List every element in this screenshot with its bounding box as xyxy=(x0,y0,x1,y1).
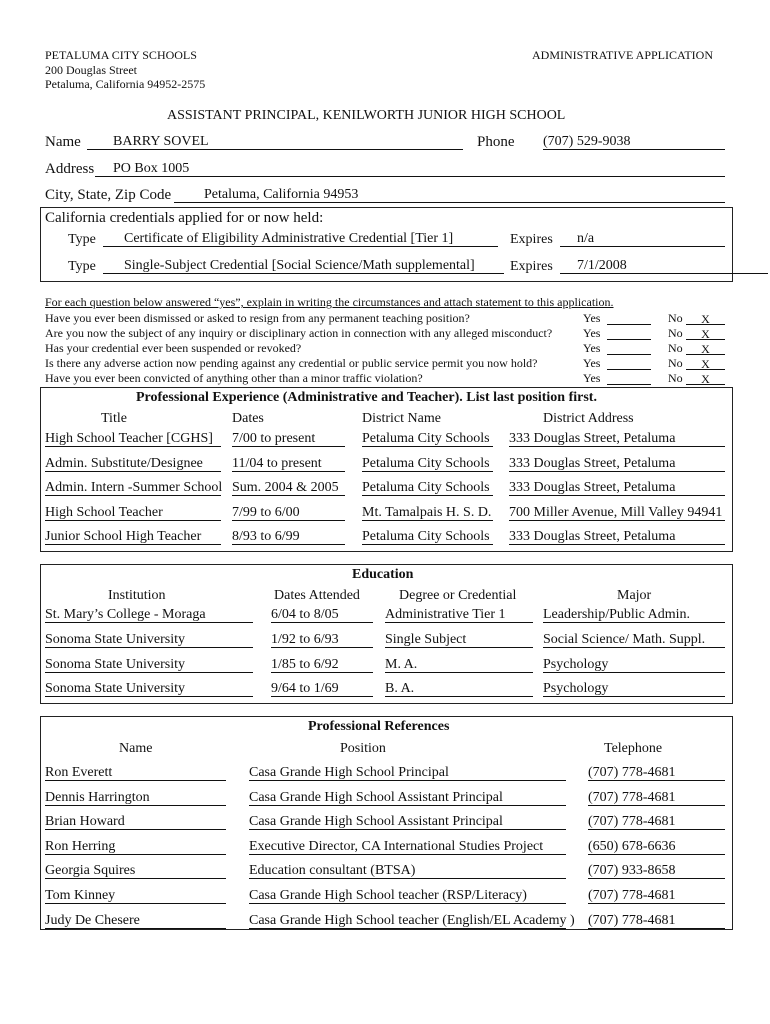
education-column-header: Dates Attended xyxy=(274,588,360,603)
question-text: Has your credential ever been suspended or revoked? xyxy=(45,341,302,355)
yes-label: Yes xyxy=(583,371,601,385)
experience-cell[interactable]: Admin. Substitute/Designee xyxy=(45,457,221,472)
reference-cell[interactable]: (650) 678-6636 xyxy=(588,840,725,855)
reference-cell[interactable]: (707) 778-4681 xyxy=(588,791,725,806)
references-column-header: Telephone xyxy=(604,741,663,756)
experience-cell[interactable]: 333 Douglas Street, Petaluma xyxy=(509,432,725,447)
reference-cell[interactable]: Judy De Chesere xyxy=(45,914,226,929)
references-heading: Professional References xyxy=(308,719,450,734)
district-name: PETALUMA CITY SCHOOLS xyxy=(45,48,197,62)
no-label: No xyxy=(668,326,683,340)
experience-cell[interactable]: Petaluma City Schools xyxy=(362,530,493,545)
yes-label: Yes xyxy=(583,311,601,325)
credentials-heading: California credentials applied for or now held: xyxy=(45,210,324,226)
experience-heading: Professional Experience (Administrative and Teacher). List last position first. xyxy=(136,390,597,405)
experience-cell[interactable]: Petaluma City Schools xyxy=(362,481,493,496)
city-state-zip-field[interactable]: Petaluma, California 94953 xyxy=(174,188,725,203)
reference-cell[interactable]: Dennis Harrington xyxy=(45,791,226,806)
experience-cell[interactable]: 333 Douglas Street, Petaluma xyxy=(509,481,725,496)
education-cell[interactable]: 1/92 to 6/93 xyxy=(271,633,373,648)
education-cell[interactable]: Leadership/Public Admin. xyxy=(543,608,725,623)
yes-answer-field[interactable] xyxy=(607,357,651,370)
experience-column-header: Title xyxy=(101,411,127,426)
position-title: ASSISTANT PRINCIPAL, KENILWORTH JUNIOR HIGH SCHOOL xyxy=(167,108,566,123)
experience-cell[interactable]: 700 Miller Avenue, Mill Valley 94941 xyxy=(509,506,725,521)
experience-cell[interactable]: Mt. Tamalpais H. S. D. xyxy=(362,505,492,520)
address-field[interactable]: PO Box 1005 xyxy=(95,162,725,177)
reference-cell[interactable]: Ron Herring xyxy=(45,840,226,855)
no-label: No xyxy=(668,311,683,325)
credential-expires-field-1[interactable]: n/a xyxy=(560,232,725,247)
reference-cell[interactable]: (707) 778-4681 xyxy=(588,766,725,781)
yes-label: Yes xyxy=(583,356,601,370)
no-answer-field[interactable]: X xyxy=(686,372,725,385)
no-label: No xyxy=(668,356,683,370)
education-cell[interactable]: 6/04 to 8/05 xyxy=(271,608,373,623)
education-cell[interactable]: 1/85 to 6/92 xyxy=(271,658,373,673)
question-text: Have you ever been convicted of anything other than a minor traffic violation? xyxy=(45,371,423,385)
no-answer-field[interactable]: X xyxy=(686,312,725,325)
questions-intro: For each question below answered “yes”, explain in writing the circumstances and attach statement to this application. xyxy=(45,295,614,309)
education-cell[interactable]: Sonoma State University xyxy=(45,658,253,673)
yes-answer-field[interactable] xyxy=(607,372,651,385)
education-cell[interactable]: Psychology xyxy=(543,658,725,673)
experience-cell[interactable]: 8/93 to 6/99 xyxy=(232,530,345,545)
education-cell[interactable]: Single Subject xyxy=(385,633,533,648)
references-column-header: Position xyxy=(340,741,386,756)
reference-cell[interactable]: Casa Grande High School Assistant Principal xyxy=(249,815,566,830)
reference-cell[interactable]: Georgia Squires xyxy=(45,864,226,879)
experience-column-header: District Name xyxy=(362,411,441,426)
yes-label: Yes xyxy=(583,326,601,340)
reference-cell[interactable]: Brian Howard xyxy=(45,815,226,830)
reference-cell[interactable]: Casa Grande High School Principal xyxy=(249,766,566,781)
reference-cell[interactable]: (707) 778-4681 xyxy=(588,889,725,904)
yes-answer-field[interactable] xyxy=(607,312,651,325)
experience-cell[interactable]: Sum. 2004 & 2005 xyxy=(232,481,345,496)
reference-cell[interactable]: Casa Grande High School teacher (English/EL Academy ) xyxy=(249,913,575,928)
experience-cell[interactable]: Junior School High Teacher xyxy=(45,530,221,545)
reference-cell[interactable]: Executive Director, CA International Studies Project xyxy=(249,840,566,855)
question-text: Is there any adverse action now pending against any credential or public service permit you now hold? xyxy=(45,356,538,370)
reference-cell[interactable]: (707) 933-8658 xyxy=(588,864,725,879)
question-text: Are you now the subject of any inquiry or disciplinary action in connection with any alleged misconduct? xyxy=(45,326,553,340)
name-label: Name xyxy=(45,134,81,150)
question-text: Have you ever been dismissed or asked to resign from any permanent teaching position? xyxy=(45,311,470,325)
reference-cell[interactable]: Education consultant (BTSA) xyxy=(249,864,566,879)
education-cell[interactable]: B. A. xyxy=(385,682,533,697)
reference-cell[interactable]: Casa Grande High School teacher (RSP/Literacy) xyxy=(249,889,566,904)
reference-cell[interactable]: Casa Grande High School Assistant Principal xyxy=(249,791,566,806)
education-cell[interactable]: 9/64 to 1/69 xyxy=(271,682,373,697)
experience-cell[interactable]: Petaluma City Schools xyxy=(362,432,493,447)
education-column-header: Major xyxy=(617,588,652,603)
reference-cell[interactable]: Tom Kinney xyxy=(45,889,226,904)
no-answer-field[interactable]: X xyxy=(686,342,725,355)
experience-cell[interactable]: 333 Douglas Street, Petaluma xyxy=(509,530,725,545)
yes-label: Yes xyxy=(583,341,601,355)
phone-label: Phone xyxy=(477,134,515,150)
education-heading: Education xyxy=(352,567,414,582)
district-city: Petaluma, California 94952-2575 xyxy=(45,77,206,91)
experience-cell[interactable]: High School Teacher xyxy=(45,506,221,521)
city-state-zip-label: City, State, Zip Code xyxy=(45,187,172,203)
experience-cell[interactable]: 7/00 to present xyxy=(232,432,345,447)
no-answer-field[interactable]: X xyxy=(686,357,725,370)
name-field[interactable]: BARRY SOVEL xyxy=(87,135,463,150)
phone-field[interactable]: (707) 529-9038 xyxy=(543,135,725,150)
experience-cell[interactable]: Petaluma City Schools xyxy=(362,457,493,472)
experience-cell[interactable]: Admin. Intern -Summer School xyxy=(45,480,223,495)
experience-cell[interactable]: 7/99 to 6/00 xyxy=(232,506,345,521)
credential-type-label-1: Type xyxy=(68,232,96,247)
yes-answer-field[interactable] xyxy=(607,327,651,340)
reference-cell[interactable]: (707) 778-4681 xyxy=(588,914,725,929)
address-label: Address xyxy=(45,161,95,177)
no-label: No xyxy=(668,341,683,355)
no-answer-field[interactable]: X xyxy=(686,327,725,340)
experience-cell[interactable]: 333 Douglas Street, Petaluma xyxy=(509,457,725,472)
education-column-header: Degree or Credential xyxy=(399,588,517,603)
references-column-header: Name xyxy=(119,741,153,756)
experience-cell[interactable]: High School Teacher [CGHS] xyxy=(45,432,221,447)
form-type: ADMINISTRATIVE APPLICATION xyxy=(532,48,714,62)
education-cell[interactable]: Psychology xyxy=(543,682,725,697)
no-label: No xyxy=(668,371,683,385)
education-cell[interactable]: Administrative Tier 1 xyxy=(385,608,533,623)
education-column-header: Institution xyxy=(108,588,166,603)
experience-column-header: District Address xyxy=(543,411,634,426)
yes-answer-field[interactable] xyxy=(607,342,651,355)
credential-type-label-2: Type xyxy=(68,259,96,274)
education-cell[interactable]: Sonoma State University xyxy=(45,633,253,648)
education-cell[interactable]: Social Science/ Math. Suppl. xyxy=(543,633,725,648)
experience-cell[interactable]: 11/04 to present xyxy=(232,457,345,472)
credential-type-field-1[interactable]: Certificate of Eligibility Administrative Credential [Tier 1] xyxy=(103,232,498,247)
education-cell[interactable]: M. A. xyxy=(385,658,533,673)
credential-type-field-2[interactable]: Single-Subject Credential [Social Science/Math supplemental] xyxy=(103,259,504,274)
district-street: 200 Douglas Street xyxy=(45,63,137,77)
credential-expires-field-2[interactable]: 7/1/2008 xyxy=(560,259,768,274)
credential-expires-label-2: Expires xyxy=(510,259,553,274)
education-cell[interactable]: St. Mary’s College - Moraga xyxy=(45,608,253,623)
reference-cell[interactable]: (707) 778-4681 xyxy=(588,815,725,830)
credential-expires-label-1: Expires xyxy=(510,232,553,247)
reference-cell[interactable]: Ron Everett xyxy=(45,766,226,781)
experience-column-header: Dates xyxy=(232,411,264,426)
education-cell[interactable]: Sonoma State University xyxy=(45,682,253,697)
